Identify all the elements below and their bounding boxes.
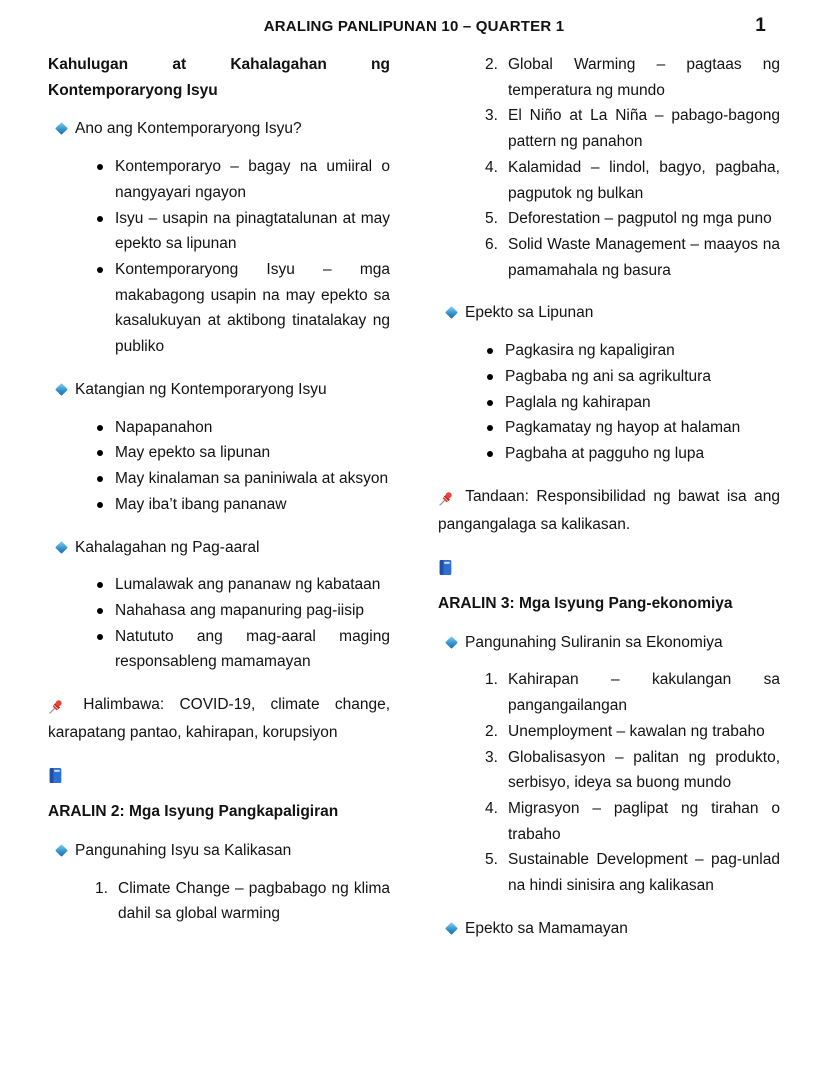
numbered-text: Globalisasyon – palitan ng produkto, serbisyo, ideya sa buong mundo (508, 748, 780, 792)
bullet-text: Napapanahon (115, 418, 213, 436)
blue-book-icon (438, 554, 453, 580)
note-paragraph (438, 484, 780, 537)
numbered-item (95, 876, 390, 927)
right-column (438, 52, 780, 954)
topic-label: Katangian ng Kontemporaryong Isyu (75, 380, 327, 398)
bullet-item (95, 572, 390, 598)
note-text: Tandaan: Responsibilidad ng bawat isa ang pangangalaga sa kalikasan. (438, 487, 780, 533)
bullet-list (485, 338, 780, 467)
bullet-item (485, 390, 780, 416)
item-number: 2. (485, 722, 498, 740)
topic-item (48, 116, 390, 142)
bullet-item (95, 440, 390, 466)
bullet-icon (487, 348, 493, 354)
item-number: 1. (95, 879, 108, 897)
bullet-text: Pagkamatay ng hayop at halaman (505, 419, 741, 437)
topic-label: Kahalagahan ng Pag-aaral (75, 538, 260, 556)
diamond-icon (55, 123, 68, 136)
bullet-icon (97, 476, 103, 482)
bullet-icon (97, 267, 103, 273)
numbered-text: Unemployment – kawalan ng trabaho (508, 722, 765, 740)
bullet-icon (97, 164, 103, 170)
bullet-item (95, 415, 390, 441)
bullet-icon (97, 425, 103, 431)
pushpin-icon (48, 694, 64, 720)
bullet-text: Natututo ang mag-aaral maging responsableng mamamayan (115, 627, 390, 671)
bullet-icon (97, 582, 103, 588)
page-header (48, 15, 780, 36)
numbered-item (485, 52, 780, 103)
numbered-item (485, 719, 780, 745)
topic-item (438, 300, 780, 326)
page-number: 1 (755, 15, 766, 36)
bullet-item (485, 364, 780, 390)
topic-item (48, 377, 390, 403)
section-heading: Kahulugan at Kahalagahan ng Kontemporaryong Isyu (48, 56, 390, 99)
item-number: 5. (485, 851, 498, 869)
numbered-text: El Niño at La Niña – pabago-bagong pattern ng panahon (508, 107, 780, 151)
bullet-text: Pagbaha at pagguho ng lupa (505, 445, 705, 463)
section-heading: ARALIN 2: Mga Isyung Pangkapaligiran (48, 803, 339, 821)
bullet-text: Lumalawak ang pananaw ng kabataan (115, 576, 381, 594)
diamond-icon (55, 541, 68, 554)
bullet-icon (487, 400, 493, 406)
document-title: ARALING PANLIPUNAN 10 – QUARTER 1 (263, 18, 565, 35)
bullet-item (95, 624, 390, 675)
diamond-icon (55, 383, 68, 396)
icon-line (48, 761, 390, 789)
topic-label: Pangunahing Isyu sa Kalikasan (75, 841, 292, 859)
bullet-list (95, 154, 390, 360)
topic-item (48, 838, 390, 864)
bullet-list (95, 572, 390, 675)
numbered-item (485, 667, 780, 718)
bullet-item (95, 466, 390, 492)
item-number: 4. (485, 799, 498, 817)
item-number: 2. (485, 56, 498, 73)
bullet-item (95, 206, 390, 257)
two-column-layout (48, 52, 780, 954)
bullet-text: May kinalaman sa paniniwala at aksyon (115, 470, 389, 488)
topic-item (438, 630, 780, 656)
numbered-text: Kahirapan – kakulangan sa pangangailangan (508, 671, 780, 715)
item-number: 5. (485, 210, 498, 228)
bullet-icon (487, 374, 493, 380)
bullet-item (95, 154, 390, 205)
bullet-icon (97, 502, 103, 508)
numbered-text: Sustainable Development – pag-unlad na hindi sinisira ang kalikasan (508, 851, 780, 895)
item-number: 3. (485, 748, 498, 766)
bullet-item (95, 492, 390, 518)
blue-book-icon (48, 763, 63, 789)
diamond-icon (445, 636, 458, 649)
bullet-text: Kontemporaryong Isyu – mga makabagong usapin na may epekto sa kasalukuyan at aktibong tinatalakay ng publiko (115, 261, 390, 356)
numbered-item (485, 796, 780, 847)
numbered-item (485, 232, 780, 283)
bullet-icon (97, 634, 103, 640)
bullet-text: Nahahasa ang mapanuring pag-iisip (115, 601, 365, 619)
numbered-item (485, 847, 780, 898)
diamond-icon (445, 307, 458, 320)
numbered-item (485, 206, 780, 232)
numbered-text: Deforestation – pagputol ng mga puno (508, 210, 772, 228)
bullet-text: Pagkasira ng kapaligiran (505, 342, 675, 360)
numbered-item (485, 155, 780, 206)
bullet-icon (487, 451, 493, 457)
topic-label: Epekto sa Mamamayan (465, 919, 628, 937)
bullet-text: Isyu – usapin na pinagtatalunan at may epekto sa lipunan (115, 209, 390, 253)
bullet-item (485, 338, 780, 364)
bullet-icon (97, 450, 103, 456)
numbered-text: Global Warming – pagtaas ng temperatura ng mundo (508, 56, 780, 99)
topic-item (48, 535, 390, 561)
topic-item (438, 916, 780, 942)
bullet-item (95, 598, 390, 624)
numbered-list (485, 52, 780, 283)
numbered-item (485, 103, 780, 154)
bullet-list (95, 415, 390, 518)
item-number: 1. (485, 671, 498, 689)
numbered-list (485, 667, 780, 898)
diamond-icon (445, 922, 458, 935)
topic-label: Pangunahing Suliranin sa Ekonomiya (465, 633, 723, 651)
item-number: 4. (485, 158, 498, 176)
item-number: 3. (485, 107, 498, 125)
note-paragraph (48, 692, 390, 745)
numbered-text: Solid Waste Management – maayos na pamamahala ng basura (508, 236, 780, 279)
bullet-item (485, 441, 780, 467)
left-column (48, 52, 390, 954)
numbered-text: Climate Change – pagbabago ng klima dahil sa global warming (118, 879, 390, 923)
numbered-list (95, 876, 390, 927)
item-number: 6. (485, 236, 498, 254)
numbered-item (485, 745, 780, 796)
bullet-icon (487, 425, 493, 431)
topic-label: Epekto sa Lipunan (465, 304, 594, 322)
note-text: Halimbawa: COVID-19, climate change, karapatang pantao, kahirapan, korupsiyon (48, 696, 390, 741)
pushpin-icon (438, 486, 454, 512)
numbered-text: Kalamidad – lindol, bagyo, pagbaha, pagputok ng bulkan (508, 158, 780, 202)
bullet-icon (97, 216, 103, 222)
bullet-text: Paglala ng kahirapan (505, 393, 651, 411)
icon-line (438, 552, 780, 580)
bullet-text: May epekto sa lipunan (115, 444, 271, 462)
bullet-text: Pagbaba ng ani sa agrikultura (505, 367, 711, 385)
bullet-item (95, 257, 390, 360)
bullet-icon (97, 608, 103, 614)
bullet-item (485, 415, 780, 441)
numbered-text: Migrasyon – paglipat ng tirahan o trabaho (508, 799, 780, 843)
section-heading: ARALIN 3: Mga Isyung Pang-ekonomiya (438, 594, 733, 612)
topic-label: Ano ang Kontemporaryong Isyu? (75, 120, 302, 138)
bullet-text: May iba’t ibang pananaw (115, 495, 287, 513)
bullet-text: Kontemporaryo – bagay na umiiral o nangyayari ngayon (115, 158, 390, 201)
diamond-icon (55, 844, 68, 857)
